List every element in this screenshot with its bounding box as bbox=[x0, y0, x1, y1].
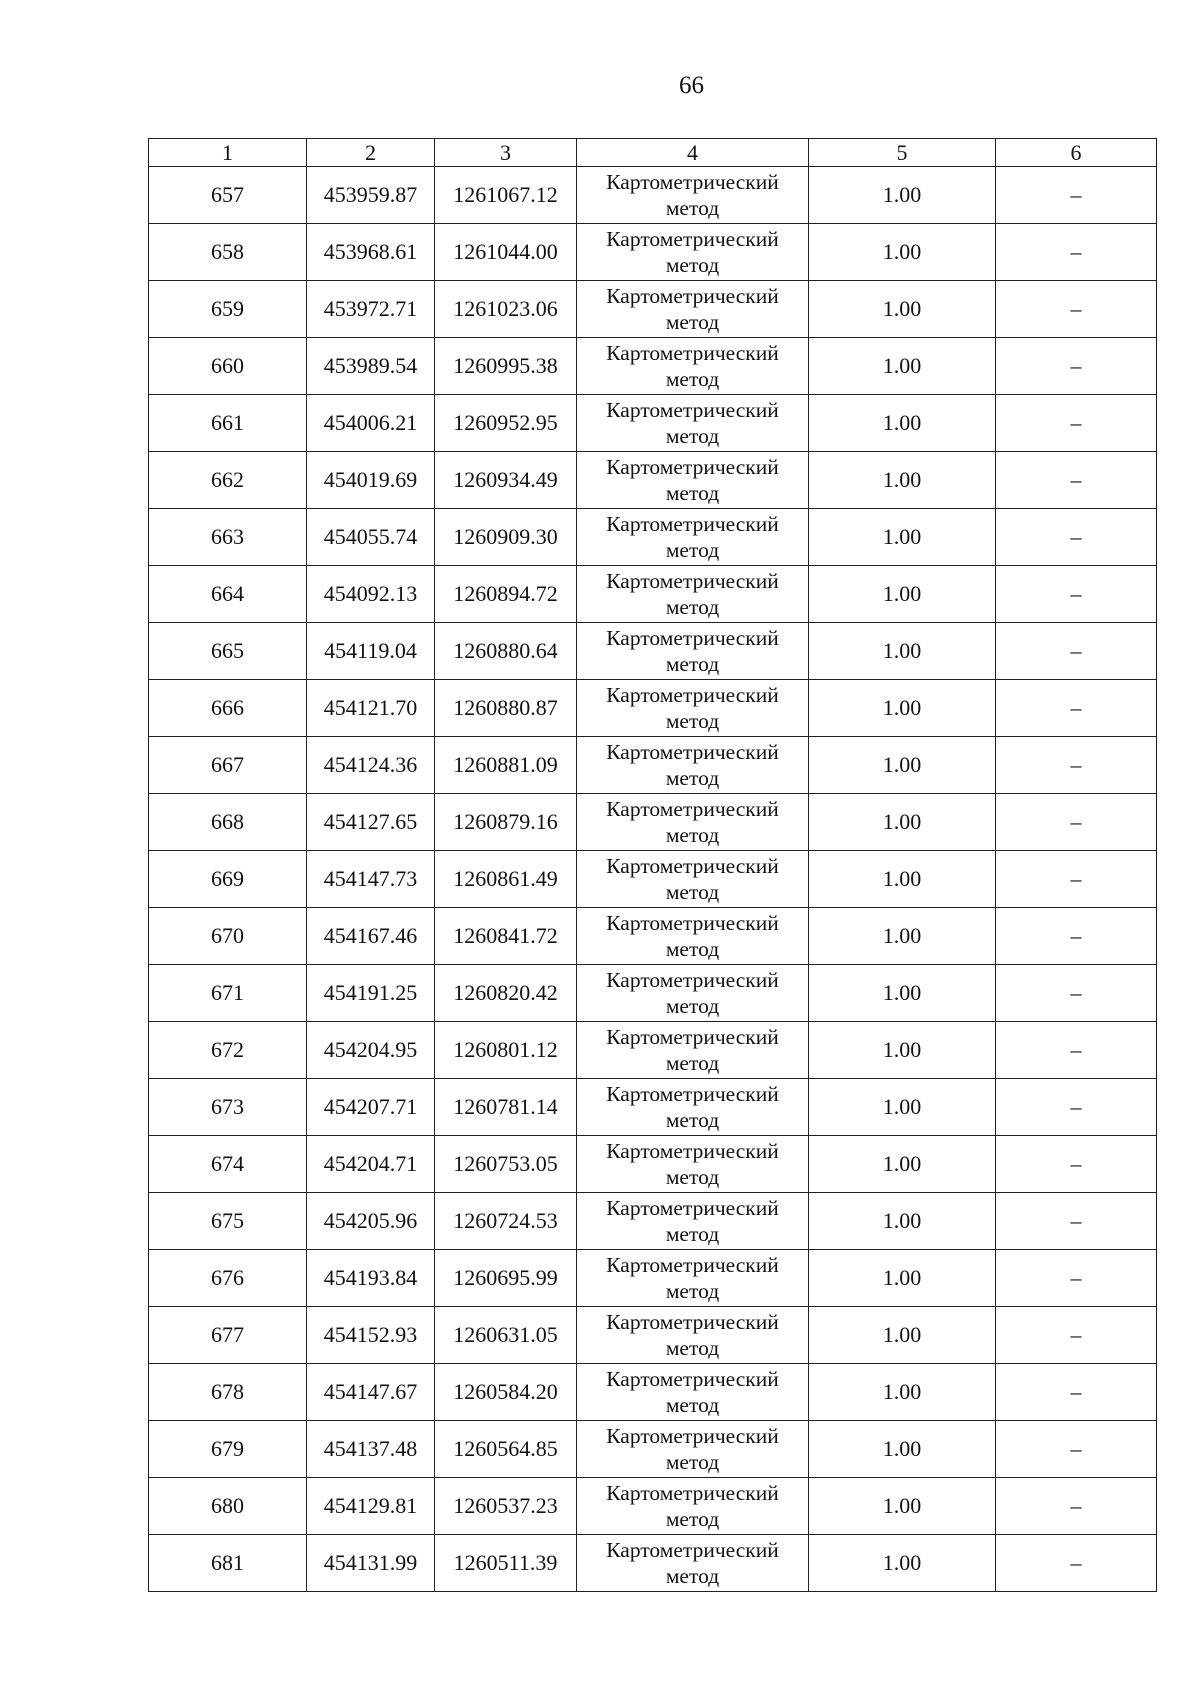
accuracy-cell: 1.00 bbox=[809, 794, 996, 851]
point-number-cell: 681 bbox=[149, 1535, 307, 1592]
method-line-2: метод bbox=[665, 709, 720, 733]
table-row bbox=[149, 167, 1157, 224]
method-cell bbox=[577, 566, 809, 623]
coordinate-y-cell: 1260753.05 bbox=[435, 1136, 577, 1193]
coordinate-x-cell: 454204.95 bbox=[307, 1022, 435, 1079]
point-number-cell: 665 bbox=[149, 623, 307, 680]
method-cell bbox=[577, 452, 809, 509]
note-cell: – bbox=[996, 1535, 1157, 1592]
method-line-2: метод bbox=[665, 1165, 720, 1189]
table-row bbox=[149, 1022, 1157, 1079]
method-line-1: Картометрический bbox=[606, 797, 779, 821]
point-number-cell: 674 bbox=[149, 1136, 307, 1193]
accuracy-cell: 1.00 bbox=[809, 1364, 996, 1421]
column-header-3: 3 bbox=[435, 139, 577, 167]
point-number-cell: 677 bbox=[149, 1307, 307, 1364]
point-number-cell: 667 bbox=[149, 737, 307, 794]
coordinate-y-cell: 1260880.87 bbox=[435, 680, 577, 737]
coordinate-x-cell: 453959.87 bbox=[307, 167, 435, 224]
method-line-1: Картометрический bbox=[606, 284, 779, 308]
method-line-1: Картометрический bbox=[606, 227, 779, 251]
column-header-4: 4 bbox=[577, 139, 809, 167]
accuracy-cell: 1.00 bbox=[809, 1421, 996, 1478]
note-cell: – bbox=[996, 1307, 1157, 1364]
coordinate-x-cell: 454191.25 bbox=[307, 965, 435, 1022]
accuracy-cell: 1.00 bbox=[809, 1478, 996, 1535]
coordinate-y-cell: 1260909.30 bbox=[435, 509, 577, 566]
note-cell: – bbox=[996, 1421, 1157, 1478]
method-cell bbox=[577, 1478, 809, 1535]
method-line-1: Картометрический bbox=[606, 569, 779, 593]
note-cell: – bbox=[996, 1136, 1157, 1193]
method-line-2: метод bbox=[665, 310, 720, 334]
method-line-1: Картометрический bbox=[606, 1310, 779, 1334]
method-line-1: Картометрический bbox=[606, 854, 779, 878]
point-number-cell: 659 bbox=[149, 281, 307, 338]
point-number-cell: 669 bbox=[149, 851, 307, 908]
method-line-1: Картометрический bbox=[606, 968, 779, 992]
method-cell bbox=[577, 794, 809, 851]
note-cell: – bbox=[996, 1022, 1157, 1079]
accuracy-cell: 1.00 bbox=[809, 224, 996, 281]
method-line-1: Картометрический bbox=[606, 1424, 779, 1448]
note-cell: – bbox=[996, 680, 1157, 737]
coordinate-x-cell: 454152.93 bbox=[307, 1307, 435, 1364]
method-cell bbox=[577, 281, 809, 338]
method-line-2: метод bbox=[665, 994, 720, 1018]
coordinate-y-cell: 1260781.14 bbox=[435, 1079, 577, 1136]
coordinate-y-cell: 1260881.09 bbox=[435, 737, 577, 794]
coordinate-x-cell: 454137.48 bbox=[307, 1421, 435, 1478]
method-cell bbox=[577, 680, 809, 737]
coordinate-x-cell: 454055.74 bbox=[307, 509, 435, 566]
method-cell bbox=[577, 224, 809, 281]
accuracy-cell: 1.00 bbox=[809, 1022, 996, 1079]
accuracy-cell: 1.00 bbox=[809, 167, 996, 224]
method-cell bbox=[577, 1136, 809, 1193]
accuracy-cell: 1.00 bbox=[809, 509, 996, 566]
accuracy-cell: 1.00 bbox=[809, 737, 996, 794]
column-header-2: 2 bbox=[307, 139, 435, 167]
point-number-cell: 675 bbox=[149, 1193, 307, 1250]
table-row bbox=[149, 1478, 1157, 1535]
method-line-1: Картометрический bbox=[606, 170, 779, 194]
method-line-1: Картометрический bbox=[606, 911, 779, 935]
coordinate-y-cell: 1261067.12 bbox=[435, 167, 577, 224]
accuracy-cell: 1.00 bbox=[809, 623, 996, 680]
coordinate-y-cell: 1260564.85 bbox=[435, 1421, 577, 1478]
note-cell: – bbox=[996, 623, 1157, 680]
note-cell: – bbox=[996, 509, 1157, 566]
table-row bbox=[149, 395, 1157, 452]
method-line-2: метод bbox=[665, 766, 720, 790]
coordinate-y-cell: 1260537.23 bbox=[435, 1478, 577, 1535]
method-line-2: метод bbox=[665, 1108, 720, 1132]
accuracy-cell: 1.00 bbox=[809, 851, 996, 908]
coordinate-x-cell: 454129.81 bbox=[307, 1478, 435, 1535]
point-number-cell: 664 bbox=[149, 566, 307, 623]
note-cell: – bbox=[996, 566, 1157, 623]
method-line-1: Картометрический bbox=[606, 1025, 779, 1049]
method-line-2: метод bbox=[665, 1222, 720, 1246]
note-cell: – bbox=[996, 281, 1157, 338]
point-number-cell: 678 bbox=[149, 1364, 307, 1421]
table-row bbox=[149, 1364, 1157, 1421]
coordinate-y-cell: 1260861.49 bbox=[435, 851, 577, 908]
method-line-1: Картометрический bbox=[606, 683, 779, 707]
method-line-2: метод bbox=[665, 481, 720, 505]
accuracy-cell: 1.00 bbox=[809, 965, 996, 1022]
method-line-1: Картометрический bbox=[606, 1139, 779, 1163]
coordinate-y-cell: 1260511.39 bbox=[435, 1535, 577, 1592]
method-cell bbox=[577, 338, 809, 395]
coordinate-y-cell: 1260631.05 bbox=[435, 1307, 577, 1364]
method-cell bbox=[577, 167, 809, 224]
method-line-1: Картометрический bbox=[606, 740, 779, 764]
page-number: 66 bbox=[679, 72, 704, 99]
table-row bbox=[149, 1136, 1157, 1193]
accuracy-cell: 1.00 bbox=[809, 338, 996, 395]
method-line-1: Картометрический bbox=[606, 455, 779, 479]
coordinate-y-cell: 1260880.64 bbox=[435, 623, 577, 680]
note-cell: – bbox=[996, 395, 1157, 452]
table-row bbox=[149, 1079, 1157, 1136]
coordinate-x-cell: 453972.71 bbox=[307, 281, 435, 338]
method-line-2: метод bbox=[665, 652, 720, 676]
point-number-cell: 673 bbox=[149, 1079, 307, 1136]
accuracy-cell: 1.00 bbox=[809, 452, 996, 509]
note-cell: – bbox=[996, 1478, 1157, 1535]
table-row bbox=[149, 851, 1157, 908]
coordinate-x-cell: 454124.36 bbox=[307, 737, 435, 794]
table-row bbox=[149, 338, 1157, 395]
point-number-cell: 662 bbox=[149, 452, 307, 509]
coordinate-x-cell: 454147.67 bbox=[307, 1364, 435, 1421]
column-header-5: 5 bbox=[809, 139, 996, 167]
point-number-cell: 679 bbox=[149, 1421, 307, 1478]
method-cell bbox=[577, 965, 809, 1022]
table-row bbox=[149, 224, 1157, 281]
accuracy-cell: 1.00 bbox=[809, 566, 996, 623]
method-line-2: метод bbox=[665, 1564, 720, 1588]
coordinate-x-cell: 454019.69 bbox=[307, 452, 435, 509]
method-line-1: Картометрический bbox=[606, 1538, 779, 1562]
method-line-1: Картометрический bbox=[606, 1253, 779, 1277]
table-row bbox=[149, 1421, 1157, 1478]
coordinate-x-cell: 454131.99 bbox=[307, 1535, 435, 1592]
point-number-cell: 660 bbox=[149, 338, 307, 395]
note-cell: – bbox=[996, 167, 1157, 224]
table-row bbox=[149, 965, 1157, 1022]
method-line-2: метод bbox=[665, 595, 720, 619]
coordinates-table bbox=[148, 138, 1157, 1592]
table-row bbox=[149, 794, 1157, 851]
coordinate-y-cell: 1260952.95 bbox=[435, 395, 577, 452]
coordinate-x-cell: 453989.54 bbox=[307, 338, 435, 395]
note-cell: – bbox=[996, 1193, 1157, 1250]
table-row bbox=[149, 1193, 1157, 1250]
coordinate-x-cell: 453968.61 bbox=[307, 224, 435, 281]
coordinate-y-cell: 1260995.38 bbox=[435, 338, 577, 395]
method-cell bbox=[577, 1307, 809, 1364]
coordinate-x-cell: 454092.13 bbox=[307, 566, 435, 623]
coordinate-x-cell: 454204.71 bbox=[307, 1136, 435, 1193]
coordinate-y-cell: 1260724.53 bbox=[435, 1193, 577, 1250]
method-line-1: Картометрический bbox=[606, 341, 779, 365]
accuracy-cell: 1.00 bbox=[809, 680, 996, 737]
method-cell bbox=[577, 1250, 809, 1307]
point-number-cell: 671 bbox=[149, 965, 307, 1022]
table-row bbox=[149, 737, 1157, 794]
method-line-2: метод bbox=[665, 253, 720, 277]
method-line-1: Картометрический bbox=[606, 512, 779, 536]
coordinate-y-cell: 1260841.72 bbox=[435, 908, 577, 965]
method-cell bbox=[577, 509, 809, 566]
point-number-cell: 668 bbox=[149, 794, 307, 851]
point-number-cell: 680 bbox=[149, 1478, 307, 1535]
coordinate-x-cell: 454127.65 bbox=[307, 794, 435, 851]
coordinate-x-cell: 454006.21 bbox=[307, 395, 435, 452]
table-body bbox=[149, 167, 1157, 1592]
table-row bbox=[149, 1307, 1157, 1364]
method-line-1: Картометрический bbox=[606, 1082, 779, 1106]
note-cell: – bbox=[996, 1250, 1157, 1307]
note-cell: – bbox=[996, 965, 1157, 1022]
method-line-2: метод bbox=[665, 196, 720, 220]
method-line-2: метод bbox=[665, 823, 720, 847]
coordinate-y-cell: 1261023.06 bbox=[435, 281, 577, 338]
table-row bbox=[149, 1250, 1157, 1307]
method-cell bbox=[577, 1364, 809, 1421]
table-row bbox=[149, 566, 1157, 623]
method-cell bbox=[577, 623, 809, 680]
accuracy-cell: 1.00 bbox=[809, 1079, 996, 1136]
method-cell bbox=[577, 1022, 809, 1079]
method-line-2: метод bbox=[665, 1507, 720, 1531]
method-cell bbox=[577, 908, 809, 965]
coordinate-y-cell: 1260584.20 bbox=[435, 1364, 577, 1421]
accuracy-cell: 1.00 bbox=[809, 1250, 996, 1307]
point-number-cell: 658 bbox=[149, 224, 307, 281]
table-row bbox=[149, 680, 1157, 737]
method-line-2: метод bbox=[665, 1336, 720, 1360]
point-number-cell: 657 bbox=[149, 167, 307, 224]
note-cell: – bbox=[996, 1364, 1157, 1421]
note-cell: – bbox=[996, 224, 1157, 281]
method-line-2: метод bbox=[665, 1051, 720, 1075]
coordinate-y-cell: 1260820.42 bbox=[435, 965, 577, 1022]
method-line-1: Картометрический bbox=[606, 1367, 779, 1391]
note-cell: – bbox=[996, 908, 1157, 965]
method-line-1: Картометрический bbox=[606, 1196, 779, 1220]
method-line-2: метод bbox=[665, 880, 720, 904]
method-line-2: метод bbox=[665, 937, 720, 961]
method-cell bbox=[577, 1535, 809, 1592]
note-cell: – bbox=[996, 1079, 1157, 1136]
accuracy-cell: 1.00 bbox=[809, 281, 996, 338]
coordinate-x-cell: 454193.84 bbox=[307, 1250, 435, 1307]
method-cell bbox=[577, 851, 809, 908]
coordinate-y-cell: 1260934.49 bbox=[435, 452, 577, 509]
coordinate-x-cell: 454205.96 bbox=[307, 1193, 435, 1250]
point-number-cell: 672 bbox=[149, 1022, 307, 1079]
table-row bbox=[149, 452, 1157, 509]
table-row bbox=[149, 1535, 1157, 1592]
accuracy-cell: 1.00 bbox=[809, 1193, 996, 1250]
coordinate-y-cell: 1260879.16 bbox=[435, 794, 577, 851]
method-cell bbox=[577, 1079, 809, 1136]
method-line-2: метод bbox=[665, 424, 720, 448]
table-header-row bbox=[149, 139, 1157, 167]
coordinate-x-cell: 454119.04 bbox=[307, 623, 435, 680]
method-line-2: метод bbox=[665, 1450, 720, 1474]
column-header-6: 6 bbox=[996, 139, 1157, 167]
coordinate-y-cell: 1260801.12 bbox=[435, 1022, 577, 1079]
method-cell bbox=[577, 1421, 809, 1478]
coordinate-x-cell: 454207.71 bbox=[307, 1079, 435, 1136]
note-cell: – bbox=[996, 338, 1157, 395]
coordinate-y-cell: 1261044.00 bbox=[435, 224, 577, 281]
method-line-1: Картометрический bbox=[606, 626, 779, 650]
coordinate-y-cell: 1260894.72 bbox=[435, 566, 577, 623]
note-cell: – bbox=[996, 737, 1157, 794]
table-row bbox=[149, 623, 1157, 680]
method-line-1: Картометрический bbox=[606, 398, 779, 422]
table-row bbox=[149, 908, 1157, 965]
table-row bbox=[149, 281, 1157, 338]
method-line-2: метод bbox=[665, 367, 720, 391]
method-cell bbox=[577, 1193, 809, 1250]
point-number-cell: 670 bbox=[149, 908, 307, 965]
note-cell: – bbox=[996, 794, 1157, 851]
method-line-2: метод bbox=[665, 1279, 720, 1303]
accuracy-cell: 1.00 bbox=[809, 1535, 996, 1592]
point-number-cell: 666 bbox=[149, 680, 307, 737]
coordinate-x-cell: 454167.46 bbox=[307, 908, 435, 965]
method-line-1: Картометрический bbox=[606, 1481, 779, 1505]
accuracy-cell: 1.00 bbox=[809, 395, 996, 452]
method-line-2: метод bbox=[665, 1393, 720, 1417]
column-header-1: 1 bbox=[149, 139, 307, 167]
accuracy-cell: 1.00 bbox=[809, 1307, 996, 1364]
method-line-2: метод bbox=[665, 538, 720, 562]
point-number-cell: 676 bbox=[149, 1250, 307, 1307]
note-cell: – bbox=[996, 851, 1157, 908]
note-cell: – bbox=[996, 452, 1157, 509]
point-number-cell: 661 bbox=[149, 395, 307, 452]
coordinate-x-cell: 454121.70 bbox=[307, 680, 435, 737]
method-cell bbox=[577, 395, 809, 452]
coordinate-y-cell: 1260695.99 bbox=[435, 1250, 577, 1307]
point-number-cell: 663 bbox=[149, 509, 307, 566]
coordinate-x-cell: 454147.73 bbox=[307, 851, 435, 908]
table-row bbox=[149, 509, 1157, 566]
method-cell bbox=[577, 737, 809, 794]
accuracy-cell: 1.00 bbox=[809, 908, 996, 965]
accuracy-cell: 1.00 bbox=[809, 1136, 996, 1193]
